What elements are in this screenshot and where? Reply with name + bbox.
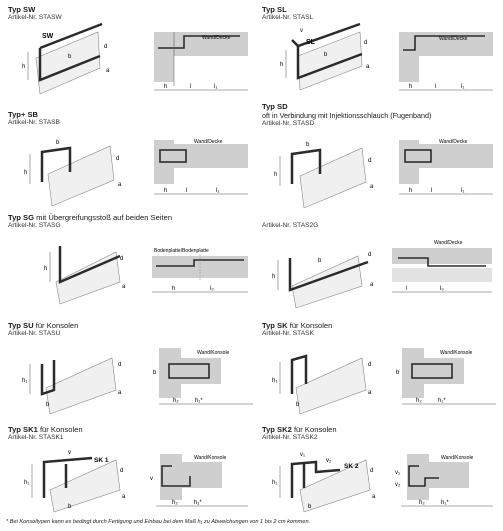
dim-h1: h₁ [22,378,28,384]
item-sl-section-drawing [395,28,495,98]
item-s2g-isometric-drawing [268,242,380,308]
dim-d: d [364,40,368,46]
dim-l: l [431,188,433,194]
dim-h1-star: h₁* [441,500,449,506]
dim-b: b [296,402,300,408]
dim-b: b [56,140,60,146]
dim-a: a [118,390,122,396]
dim-l1: l₁ [216,188,220,194]
item-sg-section-drawing [150,244,250,300]
item-sk2-type: Typ SK2 für Konsolen [262,425,337,434]
dim-v2: v₂ [326,458,332,464]
item-sk2-article: Artikel-Nr. STASK2 [262,434,318,441]
item-sg-isometric-drawing [20,238,130,304]
item-sl-type: Typ SL [262,5,287,14]
item-su-isometric-drawing [20,344,130,416]
item-sk1-section-drawing [150,452,250,514]
item-sw-type: Typ SW [8,5,36,14]
item-su [8,321,78,338]
item-sk1 [8,425,83,442]
item-sk1-article: Artikel-Nr. STASK1 [8,434,64,441]
item-sk-isometric-drawing [270,344,380,416]
dim-d: d [368,158,372,164]
dim-a: a [372,494,376,500]
wall-label: Wand/Decke [194,139,223,145]
dim-b: b [68,504,72,510]
dim-h: h [164,188,168,194]
dim-b: b [318,258,322,264]
footnote: * Bei Konsoltypen kann es bedingt durch Fertigung und Einbau bei dem Maß h₁ zu Abweichungen von 1 bis 2 cm kommen. [6,519,311,525]
dim-d: d [368,362,372,368]
dim-h2: h₂ [419,500,425,506]
wall-label: Wand/Decke [202,35,231,41]
item-sk2-section-drawing [395,452,495,514]
item-sk-article: Artikel-Nr. STASK [262,330,314,337]
dim-l0: l₀ [440,286,444,292]
wall-label: Wand/Konsole [440,350,473,356]
item-su-article: Artikel-Nr. STASU [8,330,61,337]
dim-h1-star: h₁* [194,500,202,506]
wall-label: Wand/Konsole [197,350,230,356]
dim-a: a [370,184,374,190]
wall-label: Wand/Decke [434,240,463,246]
dim-b: b [306,142,310,148]
item-sw-isometric-drawing [18,28,118,98]
dim-d: d [104,44,108,50]
item-sb [8,110,60,127]
dim-h1-star: h₁* [438,398,446,404]
dim-a: a [118,182,122,188]
item-sk1-type: Typ SK1 für Konsolen [8,425,83,434]
item-sd-section-drawing [395,136,495,202]
dim-a: a [370,282,374,288]
dim-a: a [368,390,372,396]
dim-a: a [366,64,370,70]
item-sg-type: Typ SG mit Übergreifungsstoß auf beiden Seiten [8,213,173,222]
item-sw-section-drawing [150,28,250,98]
item-su-section-drawing [155,346,255,412]
profile-label: SL [306,39,315,46]
item-sd-type: Typ SD [262,102,288,111]
dim-d: d [120,256,124,262]
dim-v: v [68,450,71,456]
dim-h2: h₂ [173,398,179,404]
dim-a: a [122,284,126,290]
dim-b: b [68,54,72,60]
dim-b: b [324,52,328,58]
dim-h: h [409,188,413,194]
item-sk2-isometric-drawing [268,448,384,514]
dim-d: d [118,362,122,368]
dim-d: d [120,468,124,474]
dim-v: v [150,476,153,482]
dim-h: h [172,286,176,292]
dim-h2: h₂ [416,398,422,404]
item-sk2 [262,425,337,442]
dim-d: d [368,252,372,258]
dim-l: l [186,188,188,194]
dim-v1: v₁ [395,470,401,476]
dim-d: d [116,156,120,162]
profile-label: SW [42,33,54,40]
item-sd-isometric-drawing [270,136,380,208]
item-sw-article: Artikel-Nr. STASW [8,14,62,21]
item-s2g [262,222,318,230]
wall-label: Wand/Decke [439,139,468,145]
dim-h1-star: h₁* [195,398,203,404]
dim-h: h [280,62,284,68]
dim-v2: v₂ [395,482,401,488]
dim-v: v [300,28,303,34]
item-sk1-isometric-drawing [20,448,134,514]
dim-l1: l₁ [214,84,218,90]
dim-d: d [370,468,374,474]
dim-a: a [122,494,126,500]
dim-l: l [435,84,437,90]
dim-h: h [409,84,413,90]
dim-h: h [44,266,48,272]
item-su-type: Typ SU für Konsolen [8,321,79,330]
item-sd-article: Artikel-Nr. STASD [262,120,315,127]
dim-b: b [308,504,312,510]
item-sd [262,102,431,128]
item-sb-article: Artikel-Nr. STASB [8,119,60,126]
dim-b: b [153,370,157,376]
item-sb-type: Typ+ SB [8,110,39,119]
item-sb-section-drawing [150,136,250,202]
wall-label: Wand/Decke [439,36,468,42]
dim-l1: l₁ [461,188,465,194]
item-sl-isometric-drawing [268,26,378,98]
item-sw [8,5,62,22]
dim-h: h [272,274,276,280]
item-s2g-section-drawing [390,238,496,300]
item-sg-article: Artikel-Nr. STASG [8,222,61,229]
wall-label: Wand/Konsole [441,455,474,461]
dim-l: l [406,286,408,292]
profile-label: SK 1 [94,457,109,464]
dim-b: b [396,370,400,376]
dim-v1: v₁ [300,452,306,458]
dim-h: h [164,84,168,90]
dim-l0: l₀ [210,286,214,292]
item-sl [262,5,313,22]
item-sk-section-drawing [398,346,498,412]
item-sk [262,321,332,338]
item-sl-article: Artikel-Nr. STASL [262,14,314,21]
item-sg [8,213,172,230]
dim-b: b [46,402,50,408]
dim-h2: h₂ [172,500,178,506]
dim-h1: h₁ [272,480,278,486]
dim-h1: h₁ [24,480,30,486]
item-s2g-article: Artikel-Nr. STAS2G [262,222,319,229]
dim-a: a [106,68,110,74]
dim-h: h [274,172,278,178]
item-sk-type: Typ SK für Konsolen [262,321,333,330]
wall-label: Wand/Konsole [194,455,227,461]
profile-label: SK 2 [344,463,359,470]
wall-label: Bodenplatte/Bodenplatte [154,248,209,254]
item-sb-isometric-drawing [18,134,128,206]
dim-l1: l₁ [461,84,465,90]
dim-h1: h₁ [272,378,278,384]
dim-h: h [24,170,28,176]
dim-l: l [190,84,192,90]
dim-h: h [22,64,26,70]
item-sd-note: oft in Verbindung mit Injektionsschlauch (Fugenband) [262,111,432,120]
